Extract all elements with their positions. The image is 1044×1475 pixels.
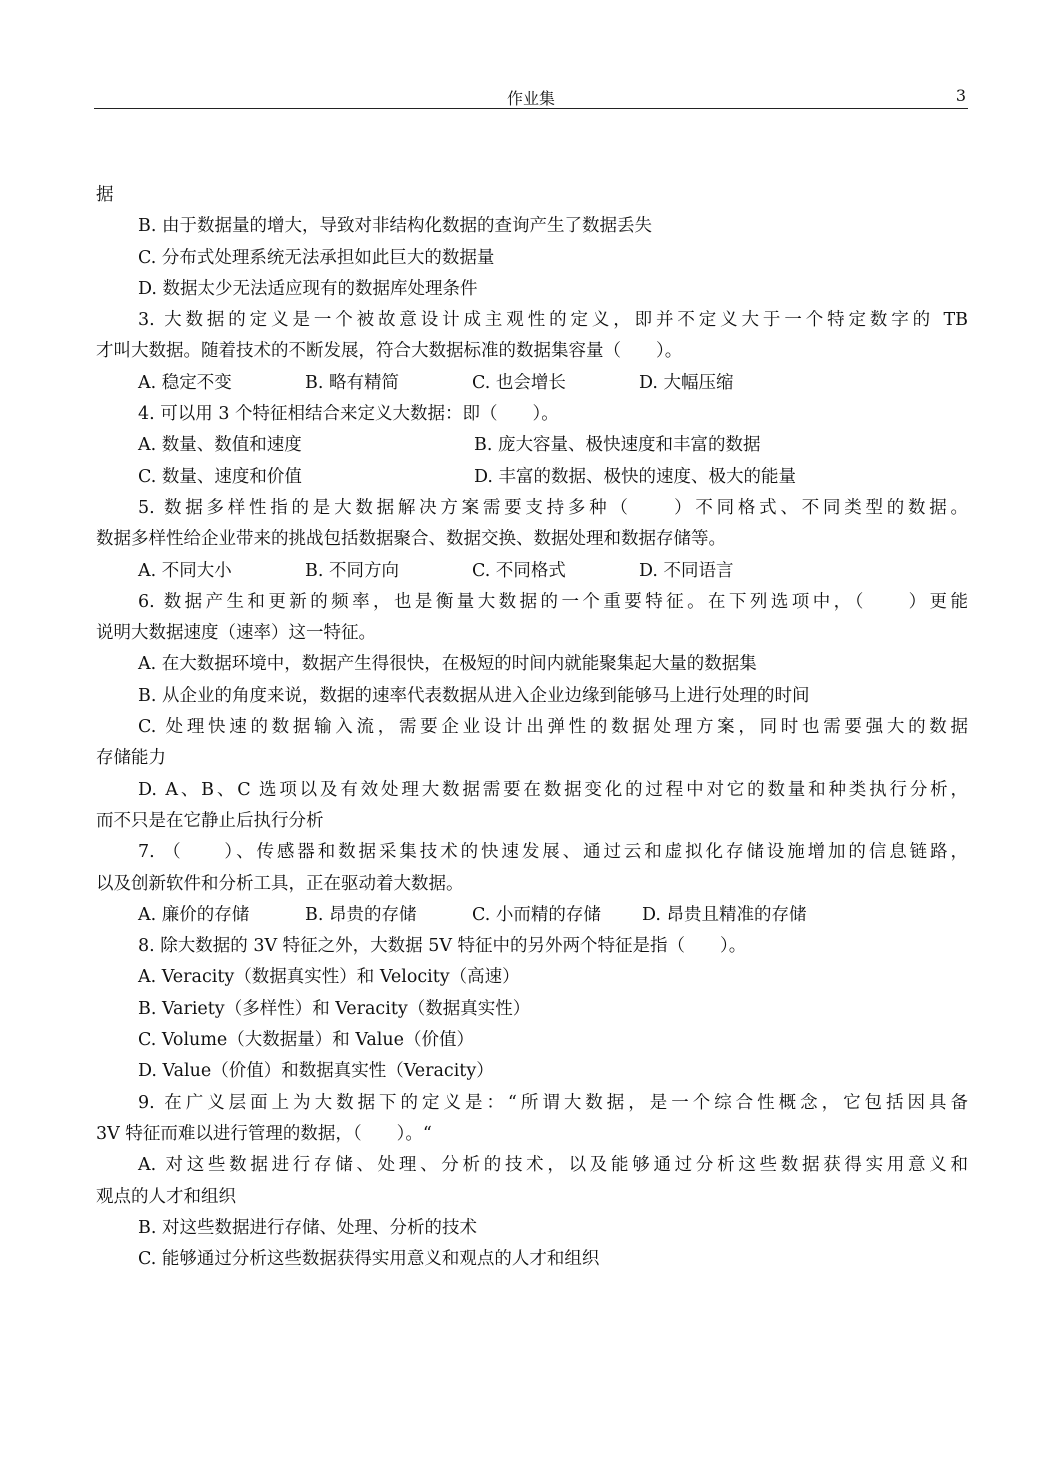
option-line-cont: 观点的人才和组织 xyxy=(96,1186,236,1207)
option: A. 不同大小 xyxy=(138,560,232,581)
option-line: C. Volume（大数据量）和 Value（价值） xyxy=(138,1030,475,1051)
option: C. 数量、速度和价值 xyxy=(138,466,302,487)
question-5-line-2: 数据多样性给企业带来的挑战包括数据聚合、数据交换、数据处理和数据存储等。 xyxy=(96,529,726,550)
header-title: 作业集 xyxy=(506,89,555,108)
option-line: A. Veracity（数据真实性）和 Velocity（高速） xyxy=(138,967,520,988)
question-4-options-row xyxy=(96,430,968,461)
option: B. 略有精简 xyxy=(305,372,399,393)
option: D. 不同语言 xyxy=(639,560,734,581)
option: D. 丰富的数据、极快的速度、极大的能量 xyxy=(474,466,797,487)
option-line: D. A、B、C 选项以及有效处理大数据需要在数据变化的过程中对它的数量和种类执行分析， xyxy=(138,779,968,800)
option-line-cont: 存储能力 xyxy=(96,748,166,769)
option-line-cont: 而不只是在它静止后执行分析 xyxy=(96,810,324,831)
question-6-line-2: 说明大数据速度（速率）这一特征。 xyxy=(96,623,376,644)
document-body xyxy=(96,180,968,1275)
option: C. 也会增长 xyxy=(472,372,566,393)
option-line: C. 分布式处理系统无法承担如此巨大的数据量 xyxy=(138,247,495,268)
option-line: A. 在大数据环境中，数据产生得很快，在极短的时间内就能聚集起大量的数据集 xyxy=(138,654,757,675)
question-4-options-row xyxy=(96,462,968,493)
text-line: 据 xyxy=(96,185,114,205)
question-5-options xyxy=(96,556,968,587)
option-line: B. 由于数据量的增大，导致对非结构化数据的查询产生了数据丢失 xyxy=(138,216,652,237)
option-line: D. Value（价值）和数据真实性（Veracity） xyxy=(138,1061,494,1082)
option: A. 稳定不变 xyxy=(138,372,232,393)
question-7-options xyxy=(96,900,968,931)
option-line: C. 处理快速的数据输入流，需要企业设计出弹性的数据处理方案，同时也需要强大的数据 xyxy=(138,717,968,738)
question-3-line-2: 才叫大数据。随着技术的不断发展，符合大数据标准的数据集容量（ ）。 xyxy=(96,341,683,362)
question-5-line-1: 5. 数据多样性指的是大数据解决方案需要支持多种（ ）不同格式、不同类型的数据。 xyxy=(138,497,968,518)
option: B. 庞大容量、极快速度和丰富的数据 xyxy=(474,435,761,456)
option: D. 大幅压缩 xyxy=(639,372,734,393)
option: A. 廉价的存储 xyxy=(138,904,250,925)
page-header xyxy=(94,84,968,109)
option: B. 不同方向 xyxy=(305,560,399,581)
page-number: 3 xyxy=(955,86,966,105)
question-7-line-1: 7. （ ）、传感器和数据采集技术的快速发展、通过云和虚拟化存储设施增加的信息链路， xyxy=(138,842,968,863)
question-9-line-2: 3V 特征而难以进行管理的数据，（ ）。“ xyxy=(96,1123,432,1144)
option-line: B. Variety（多样性）和 Veracity（数据真实性） xyxy=(138,998,531,1019)
question-8: 8. 除大数据的 3V 特征之外，大数据 5V 特征中的另外两个特征是指（ ）。 xyxy=(138,936,747,957)
question-3-options xyxy=(96,368,968,399)
option-line: B. 从企业的角度来说，数据的速率代表数据从进入企业边缘到能够马上进行处理的时间 xyxy=(138,685,810,706)
option: C. 不同格式 xyxy=(472,560,566,581)
question-3-line-1: 3. 大数据的定义是一个被故意设计成主观性的定义，即并不定义大于一个特定数字的 TB xyxy=(138,310,968,331)
question-6-line-1: 6. 数据产生和更新的频率，也是衡量大数据的一个重要特征。在下列选项中，（ ）更能 xyxy=(138,591,968,612)
option-line: C. 能够通过分析这些数据获得实用意义和观点的人才和组织 xyxy=(138,1249,600,1270)
option: C. 小而精的存储 xyxy=(472,904,601,925)
question-4: 4. 可以用 3 个特征相结合来定义大数据：即（ ）。 xyxy=(138,404,559,425)
question-9-line-1: 9. 在广义层面上为大数据下的定义是：“所谓大数据，是一个综合性概念，它包括因具备 xyxy=(138,1092,968,1113)
question-7-line-2: 以及创新软件和分析工具，正在驱动着大数据。 xyxy=(96,873,464,894)
option: A. 数量、数值和速度 xyxy=(138,435,302,456)
option-line: A. 对这些数据进行存储、处理、分析的技术，以及能够通过分析这些数据获得实用意义和 xyxy=(138,1155,968,1176)
option-line: B. 对这些数据进行存储、处理、分析的技术 xyxy=(138,1217,477,1238)
option: D. 昂贵且精准的存储 xyxy=(642,904,807,925)
option: B. 昂贵的存储 xyxy=(305,904,417,925)
option-line: D. 数据太少无法适应现有的数据库处理条件 xyxy=(138,278,478,299)
